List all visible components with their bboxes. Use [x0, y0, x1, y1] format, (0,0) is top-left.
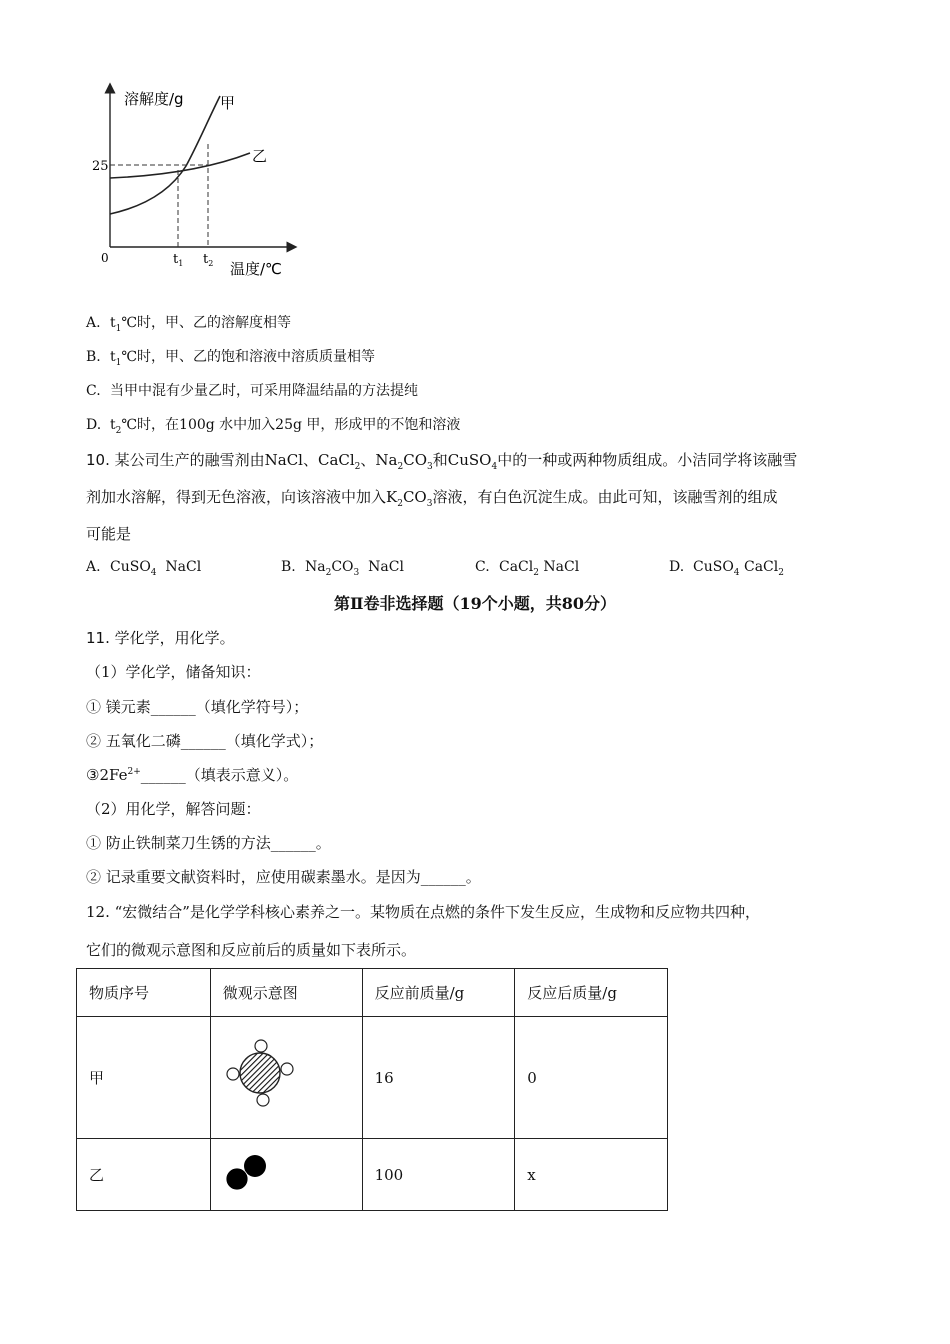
methane-molecule-icon [223, 1036, 303, 1116]
q10-option-a: A. CuSO$_4$ NaCl [86, 559, 202, 578]
graph-curve-yi-label: 乙 [252, 147, 268, 165]
table-row [77, 1017, 668, 1139]
q9-option-a: A. $t_1℃$时，甲、乙的溶解度相等 [86, 315, 292, 334]
q10-option-b: B. $Na_2CO_3$ NaCl [281, 559, 404, 578]
graph-origin: 0 [101, 251, 109, 265]
q9-option-c: C. 当甲中混有少量乙时，可采用降温结晶的方法提纯 [86, 383, 418, 399]
table-header-row [77, 969, 668, 1017]
graph-ylabel: 溶解度/g [124, 90, 184, 108]
table-cell-before: 16 [362, 1017, 515, 1139]
q12-line-2: 它们的微观示意图和反应前后的质量如下表所示。 [86, 941, 417, 959]
table-cell-after: 0 [515, 1017, 668, 1139]
q10-line-1: 10. 某公司生产的融雪剂由NaCl、CaCl$_2$、$Na_2CO_3$和CuSO$_4$中的一种或两种物质组成。小洁同学将该融雪 [86, 451, 798, 472]
graph-xlabel: 温度/℃ [230, 260, 282, 278]
table-cell-diagram [210, 1017, 362, 1139]
curve-jia [110, 96, 220, 214]
q10-option-d: D. CuSO$_4$ CaCl$_2$ [669, 559, 784, 578]
q11-item-3: $③2Fe^{2+}\_\_\_\_\_\_$（填表示意义）。 [86, 766, 299, 784]
q11-item-2: ② 五氧化二磷______（填化学式）； [86, 732, 324, 750]
solubility-graph [86, 80, 306, 280]
section-title: 第Ⅱ卷非选择题（19个小题，共80分） [333, 594, 617, 613]
graph-y-tick: 25 [92, 159, 109, 174]
table-cell-after: x [515, 1139, 668, 1211]
oxygen-molecule-icon [223, 1153, 283, 1193]
graph-curve-jia-label: 甲 [220, 94, 236, 112]
q12-line-1: 12. “宏微结合”是化学学科核心素养之一。某物质在点燃的条件下发生反应，生成物和反应物共四种， [86, 903, 760, 921]
graph-t2: $t_2$ [203, 252, 214, 268]
table-cell-name: 甲 [77, 1017, 211, 1139]
q10-option-c: C. CaCl$_2$ NaCl [475, 559, 580, 578]
data-table [76, 968, 668, 1211]
q11-part-2: （2）用化学，解答问题： [86, 800, 261, 818]
q11-item-4: ① 防止铁制菜刀生锈的方法______。 [86, 834, 331, 852]
q11-part-1: （1）学化学，储备知识： [86, 663, 261, 681]
q11-title: 11. 学化学，用化学。 [86, 629, 235, 647]
q11-item-5: ② 记录重要文献资料时，应使用碳素墨水。是因为______。 [86, 868, 481, 886]
q9-option-d: D. $t_2℃$时，在100g 水中加入25g 甲，形成甲的不饱和溶液 [86, 417, 461, 436]
table-header-cell: 微观示意图 [210, 969, 362, 1017]
table-header-cell: 反应前质量/g [362, 969, 515, 1017]
table-row [77, 1139, 668, 1211]
q11-item-1: ① 镁元素______（填化学符号）； [86, 698, 309, 716]
table-cell-diagram [210, 1139, 362, 1211]
q10-line-2: 剂加水溶解，得到无色溶液，向该溶液中加入$K_2CO_3$溶液，有白色沉淀生成。由此可知，该融雪剂的组成 [86, 488, 778, 509]
q9-option-b: B. $t_1℃$时，甲、乙的饱和溶液中溶质质量相等 [86, 349, 376, 368]
q10-line-3: 可能是 [86, 525, 132, 543]
table-header-cell: 反应后质量/g [515, 969, 668, 1017]
graph-t1: $t_1$ [173, 252, 184, 268]
table-header-cell: 物质序号 [77, 969, 211, 1017]
table-cell-before: 100 [362, 1139, 515, 1211]
table-cell-name: 乙 [77, 1139, 211, 1211]
